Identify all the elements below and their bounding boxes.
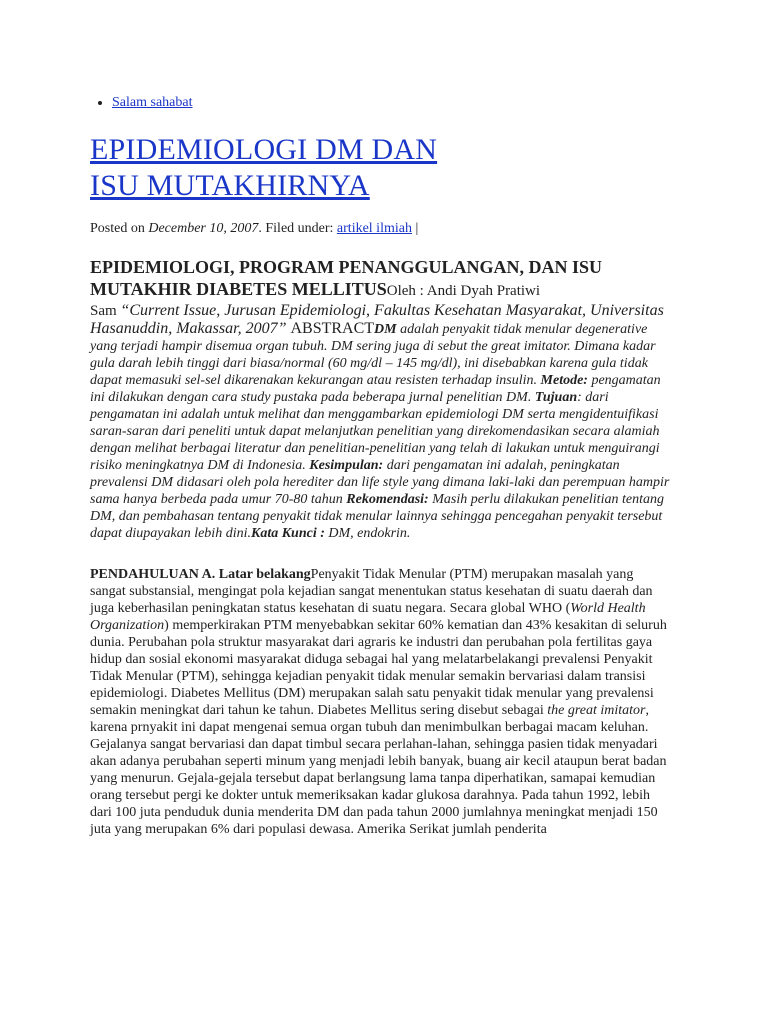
post-title-link[interactable] <box>90 133 437 202</box>
rekomendasi-text: Masih perlu dilakukan penelitian tentang DM, dan pembahasan tentang penyakit tidak menular lainnya sehingga pencegahan penyakit tersebut dapat diupayakan lebih dini. <box>90 492 664 541</box>
meta-separator: | <box>411 221 419 236</box>
tujuan-label: Tujuan <box>534 390 578 405</box>
rekomendasi-label: Rekomendasi: <box>346 492 429 507</box>
kesimpulan-label: Kesimpulan: <box>309 458 384 473</box>
metode-label: Metode: <box>540 373 588 388</box>
introduction-section-label: PENDAHULUAN A. Latar belakang <box>90 567 311 582</box>
post-title-line1: EPIDEMIOLOGI DM DAN <box>90 133 438 166</box>
posted-on-label: Posted on <box>90 221 149 236</box>
abstract-dm: DM <box>374 322 397 337</box>
author-tail: Sam <box>90 303 121 319</box>
abstract-text: adalah penyakit tidak menular degenerative yang terjadi hampir disemua organ tubuh. DM sering juga di sebut the great imitator. Dimana kadar gula darah lebih tinggi dari biasa/normal (60 mg/dl – 145 mg/dl), ini disebabkan karena gula tidak dapat memasuki sel-sel dikarenakan kekurangan atau resisten terhadap insulin. <box>90 322 656 388</box>
post-date: December 10, 2007 <box>148 221 259 236</box>
affiliation: “Current Issue, Jurusan Epidemiologi, Fakultas Kesehatan Masyarakat, Universitas Hasanuddin, Makassar, 2007” <box>90 302 664 337</box>
kesimpulan-text: dari pengamatan ini adalah, peningkatan prevalensi DM didasari oleh pola herediter dan life style yang dimana laki-laki dan perempuan hampir sama hanya berbeda pada umur 70-80 tahun <box>90 458 670 507</box>
nav-list <box>90 95 192 111</box>
post-meta <box>90 220 418 238</box>
post-title <box>90 132 437 204</box>
introduction-paragraph <box>90 566 672 838</box>
kata-kunci-text: DM, endokrin. <box>324 526 411 541</box>
kata-kunci-label: Kata Kunci : <box>250 526 325 541</box>
intro-text-part1: Penyakit Tidak Menular (PTM) merupakan masalah yang sangat substansial, mengingat pola kejadian sangat menentukan status kesehatan di suatu daerah dan juga keberhasilan peningkatan status kesehatan di suatu negara. Secara global WHO ( <box>90 567 653 616</box>
abstract-label: ABSTRACT <box>290 320 375 337</box>
filed-under-label: . Filed under: <box>258 221 337 236</box>
document-heading-text: EPIDEMIOLOGI, PROGRAM PENANGGULANGAN, DAN ISU MUTAKHIR DIABETES MELLITUS <box>90 257 603 299</box>
category-link[interactable]: artikel ilmiah <box>336 221 412 236</box>
salam-sahabat-link[interactable]: Salam sahabat <box>112 95 193 110</box>
abstract-block <box>90 302 672 542</box>
document-heading <box>90 256 672 302</box>
imitator-italic: the great imitator <box>547 703 646 718</box>
nav-list-item <box>112 95 192 111</box>
author-inline: Oleh : Andi Dyah Pratiwi <box>386 283 541 299</box>
post-title-line2: ISU MUTAKHIRNYA <box>90 169 370 202</box>
tujuan-text: : dari pengamatan ini adalah untuk melihat dan menggambarkan epidemiologi DM serta mengidentuifikasi saran-saran dari peneliti untuk dapat melanjutkan penelitian yang direkomendasikan secara alamiah dengan melihat berbagai literatur dan penelitian-penelitian yang telah di lakukan untuk menguirangi risiko meningkatnya DM di Indonesia. <box>90 390 660 473</box>
metode-text: pengamatan ini dilakukan dengan cara study pustaka pada beberapa jurnal penelitian DM. <box>90 373 661 405</box>
intro-text-part3: , karena prnyakit ini dapat mengenai semua organ tubuh dan menimbulkan berbagai macam keluhan. Gejalanya sangat bervariasi dan dapat timbul secara perlahan-lahan, sehingga pasien tidak menyadari akan adanya perubahan seperti minum yang menjadi lebih banyak, buang air kecil ataupun berat badan yang menurun. Gejala-gejala tersebut dapat berlangsung lama tanpa diperhatikan, samapai kemudian orang tersebut pergi ke dokter untuk memeriksakan kadar glukosa darahnya. Pada tahun 1992, lebih dari 100 juta penduduk dunia menderita DM dan pada tahun 2000 jumlahnya meningkat menjadi 150 juta yang merupakan 6% dari populasi dewasa. Amerika Serikat jumlah penderita <box>90 703 667 837</box>
who-italic: World Health Organization <box>90 601 646 633</box>
intro-text-part2: ) memperkirakan PTM menyebabkan sekitar 60% kematian dan 43% kesakitan di seluruh dunia. Perubahan pola struktur masyarakat dari agraris ke industri dan perubahan pola fertilitas gaya hidup dan sosial ekonomi masyarakat diduga sebagai hal yang melatarbelakangi prevalensi Penyakit Tidak Menular (PTM), sehingga kejadian penyakit tidak menular semakin bervariasi dalam transisi epidemiologi. Diabetes Mellitus (DM) merupakan salah satu penyakit tidak menular yang prevalensi semakin meningkat dari tahun ke tahun. Diabetes Mellitus sering disebut sebagai <box>90 618 667 718</box>
post-body <box>90 256 672 852</box>
